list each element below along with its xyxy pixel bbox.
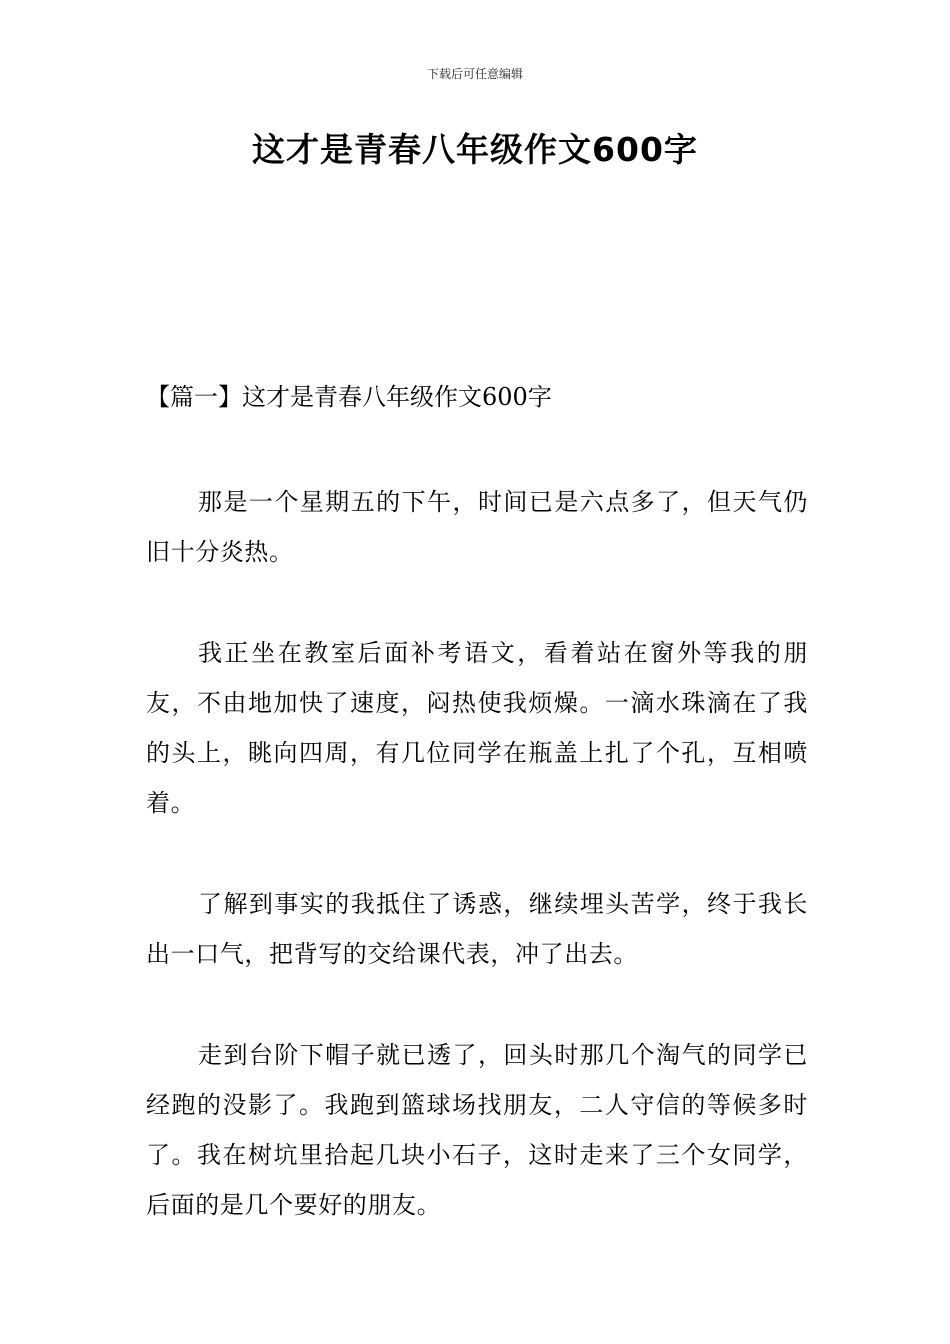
paragraph: 走到台阶下帽子就已透了，回头时那几个淘气的同学已经跑的没影了。我跑到篮球场找朋友，二人守信的等候多时了。我在树坑里拾起几块小石子，这时走来了三个女同学，后面的是几个要好的朋友。 <box>146 1041 808 1219</box>
section-heading: 【篇一】这才是青春八年级作文600字 <box>146 383 552 411</box>
header-note: 下载后可任意编辑 <box>426 67 523 81</box>
document-body <box>146 477 808 1281</box>
document-title: 这才是青春八年级作文600字 <box>252 130 698 169</box>
paragraph: 那是一个星期五的下午，时间已是六点多了，但天气仍旧十分炎热。 <box>146 488 808 566</box>
paragraph: 了解到事实的我抵住了诱惑，继续埋头苦学，终于我长出一口气，把背写的交给课代表，冲了出去。 <box>146 890 808 968</box>
paragraph: 我正坐在教室后面补考语文，看着站在窗外等我的朋友，不由地加快了速度，闷热使我烦燥。一滴水珠滴在了我的头上，眺向四周，有几位同学在瓶盖上扎了个孔，互相喷着。 <box>146 639 808 817</box>
